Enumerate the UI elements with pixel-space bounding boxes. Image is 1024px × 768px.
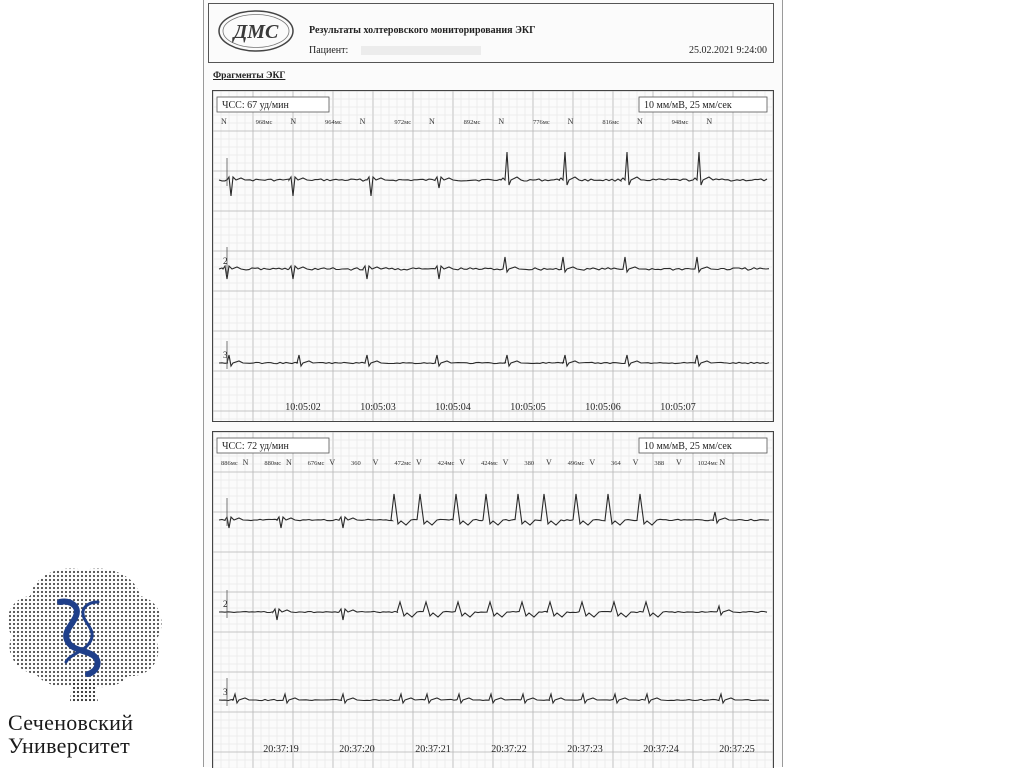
university-name <box>8 711 133 757</box>
rr-annotation: 424мс <box>481 460 498 467</box>
ecg-strip-graphic <box>213 91 773 421</box>
report-datetime: 25.02.2021 9:24:00 <box>688 45 767 56</box>
rr-annotation: V <box>676 458 682 467</box>
rr-annotation: 1024мс <box>697 460 718 467</box>
rr-annotation: N <box>221 117 227 126</box>
rr-annotation: 968мс <box>255 119 273 126</box>
time-label: 10:05:07 <box>660 402 696 413</box>
university-name-line2: Университет <box>8 733 131 758</box>
rr-annotation: N <box>286 458 292 467</box>
rr-annotation: N <box>567 117 574 126</box>
time-label: 20:37:25 <box>719 744 755 755</box>
rr-annotation: V <box>459 458 466 467</box>
rr-annotation: V <box>589 458 596 467</box>
time-label: 10:05:04 <box>435 402 471 413</box>
rr-annotation: N <box>359 117 366 126</box>
ecg-trace-lead-3 <box>219 355 769 366</box>
dms-logo-text: ДМС <box>233 21 279 43</box>
rr-annotation: 380 <box>524 460 535 467</box>
rr-annotation: V <box>372 458 379 467</box>
rr-annotation: V <box>546 458 552 467</box>
rr-annotation: N <box>242 458 249 467</box>
time-label: 10:05:03 <box>360 402 396 413</box>
rr-annotation: V <box>632 458 639 467</box>
time-label: 20:37:22 <box>491 744 527 755</box>
time-label: 10:05:06 <box>585 402 621 413</box>
rr-annotation: N <box>719 458 726 467</box>
rr-annotation: 364 <box>611 460 621 467</box>
time-label: 20:37:19 <box>263 744 299 755</box>
lead-label: 3 <box>223 687 228 697</box>
report-title: Результаты холтеровского мониторирования ЭКГ <box>309 25 536 36</box>
time-label: 10:05:05 <box>510 402 546 413</box>
time-label: 20:37:20 <box>339 744 375 755</box>
rr-annotation: N <box>706 117 713 126</box>
ecg-trace-lead-1 <box>219 494 769 528</box>
scale-text: 10 мм/мВ, 25 мм/сек <box>644 100 732 111</box>
rr-annotation: 676мс <box>307 460 325 467</box>
patient-name-redacted <box>361 46 481 55</box>
rr-annotations <box>221 117 712 126</box>
rr-annotation: N <box>290 117 297 126</box>
dms-logo <box>217 9 295 53</box>
heart-rate-text: ЧСС: 67 уд/мин <box>222 100 289 111</box>
time-label: 20:37:24 <box>643 744 679 755</box>
ecg-strip-2 <box>212 431 774 768</box>
sechenov-tree-logo <box>0 562 170 707</box>
rr-annotation: 496мс <box>567 460 585 467</box>
time-label: 20:37:21 <box>415 744 451 755</box>
time-axis <box>263 744 755 755</box>
rr-annotation: 424мс <box>437 460 455 467</box>
heart-rate-label <box>217 97 329 112</box>
time-label: 20:37:23 <box>567 744 603 755</box>
rr-annotation: 360 <box>351 460 361 467</box>
lead-label: 3 <box>223 350 228 360</box>
lead-label: 2 <box>223 599 228 609</box>
rr-annotation: V <box>502 458 509 467</box>
rr-annotation: V <box>329 458 336 467</box>
rr-annotations <box>221 458 725 467</box>
ecg-trace-lead-2 <box>219 257 769 279</box>
ecg-grid <box>213 91 773 421</box>
university-name-line1: Сеченовский <box>8 710 134 735</box>
time-label: 10:05:02 <box>285 402 321 413</box>
scale-text: 10 мм/мВ, 25 мм/сек <box>644 441 732 452</box>
section-title: Фрагменты ЭКГ <box>213 71 286 81</box>
rr-annotation: 886мс <box>221 460 238 467</box>
heart-rate-label <box>217 438 329 453</box>
lead-label: 2 <box>223 256 228 266</box>
rr-annotation: 972мс <box>394 119 412 126</box>
rr-annotation: 892мс <box>463 119 481 126</box>
scale-label <box>639 438 767 453</box>
patient-label: Пациент: <box>309 45 349 56</box>
rr-annotation: N <box>637 117 643 126</box>
rr-annotation: N <box>429 117 435 126</box>
ecg-grid <box>213 432 773 768</box>
ecg-report-sheet <box>203 0 783 767</box>
rr-annotation: 472мс <box>394 460 412 467</box>
rr-annotation: 964мс <box>325 119 342 126</box>
report-header <box>208 3 774 63</box>
rr-annotation: 776мс <box>533 119 550 126</box>
ecg-strip-graphic <box>213 432 773 768</box>
rr-annotation: V <box>416 458 422 467</box>
ecg-trace-lead-3 <box>219 694 769 703</box>
rr-annotation: 816мс <box>602 119 620 126</box>
rr-annotation: 880мс <box>264 460 282 467</box>
rr-annotation: N <box>498 117 505 126</box>
rr-annotation: 388 <box>654 460 665 467</box>
rr-annotation: 948мс <box>671 119 689 126</box>
scale-label <box>639 97 767 112</box>
heart-rate-text: ЧСС: 72 уд/мин <box>222 441 289 452</box>
ecg-strip-1 <box>212 90 774 422</box>
